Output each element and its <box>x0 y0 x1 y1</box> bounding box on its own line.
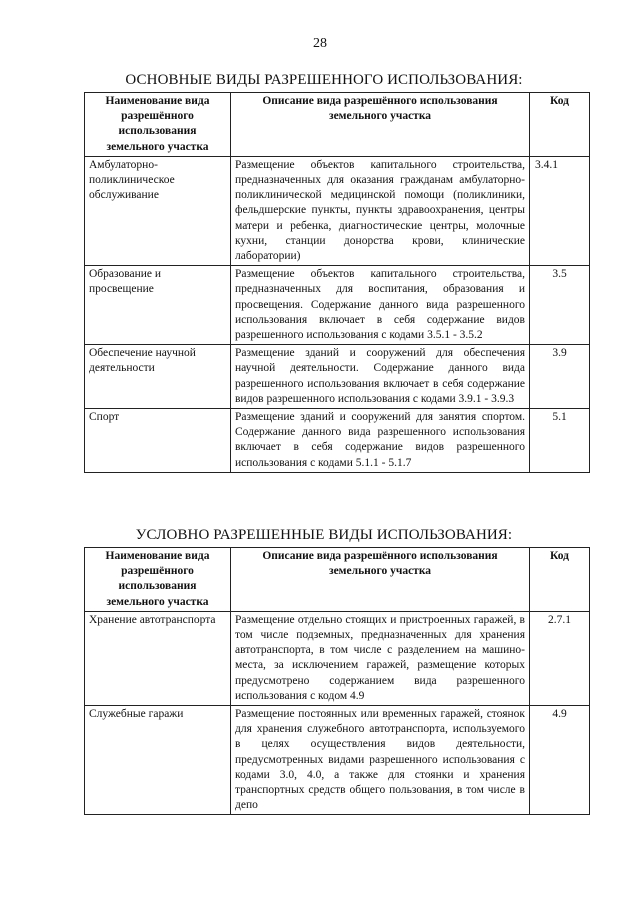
table-row <box>85 266 590 345</box>
use-name: Хранение автотранспорта <box>85 611 231 705</box>
use-code: 3.9 <box>530 345 590 409</box>
use-code: 3.5 <box>530 266 590 345</box>
use-description: Размещение постоянных или временных гаражей, стоянок для хранения служебного автотранспорта, используемого в целях осуществления видов деятельности, предусмотренных видами разрешенного использования с кодами 3.0, 4.0, а также для стоянки и хранения транспортных средств общего пользования, в том числе в депо <box>231 706 530 815</box>
table-header-row <box>85 548 590 612</box>
table-row <box>85 345 590 409</box>
header-code: Код <box>530 93 590 157</box>
section-title-conditional-uses: УСЛОВНО РАЗРЕШЕННЫЕ ВИДЫ ИСПОЛЬЗОВАНИЯ: <box>135 527 513 543</box>
section-title-main-uses: ОСНОВНЫЕ ВИДЫ РАЗРЕШЕННОГО ИСПОЛЬЗОВАНИЯ: <box>125 72 523 88</box>
table-row <box>85 409 590 473</box>
use-name: Служебные гаражи <box>85 706 231 815</box>
conditional-uses-table <box>84 547 590 815</box>
use-description: Размещение отдельно стоящих и пристроенных гаражей, в том числе подземных, предназначенных для хранения автотранспорта, в том числе с разделением на машино-места, за исключением гаражей, размещение которых предусмотрено содержанием вида разрешенного использования с кодом 4.9 <box>231 611 530 705</box>
use-name: Амбулаторно-поликлиническое обслуживание <box>85 156 231 265</box>
table-header-row <box>85 93 590 157</box>
page-number: 28 <box>313 36 327 51</box>
table-row <box>85 156 590 265</box>
table-row <box>85 706 590 815</box>
use-description: Размещение объектов капитального строительства, предназначенных для оказания гражданам амбулаторно-поликлинической медицинской помощи (поликлиники, фельдшерские пункты, пункты здравоохранения, центры матери и ребенка, диагностические центры, молочные кухни, станции донорства крови, клинические лаборатории) <box>231 156 530 265</box>
use-description: Размещение зданий и сооружений для обеспечения научной деятельности. Содержание данного вида разрешенного использования включает в себя содержание видов разрешенного использования с кодами 3.9.1 - 3.9.3 <box>231 345 530 409</box>
use-description: Размещение зданий и сооружений для занятия спортом. Содержание данного вида разрешенного использования включает в себя содержание видов разрешенного использования с кодами 5.1.1 - 5.1.7 <box>231 409 530 473</box>
header-description: Описание вида разрешённого использования земельного участка <box>231 93 530 157</box>
table-row <box>85 611 590 705</box>
use-description: Размещение объектов капитального строительства, предназначенных для воспитания, образования и просвещения. Содержание данного вида разрешенного использования включает в себя содержание видов разрешенного использования с кодами 3.5.1 - 3.5.2 <box>231 266 530 345</box>
use-code: 4.9 <box>530 706 590 815</box>
use-name: Образование и просвещение <box>85 266 231 345</box>
header-name: Наименование вида разрешённого использования земельного участка <box>85 548 231 612</box>
header-description: Описание вида разрешённого использования земельного участка <box>231 548 530 612</box>
header-code: Код <box>530 548 590 612</box>
main-uses-table <box>84 92 590 473</box>
header-name: Наименование вида разрешённого использования земельного участка <box>85 93 231 157</box>
use-code: 3.4.1 <box>530 156 590 265</box>
use-code: 2.7.1 <box>530 611 590 705</box>
use-name: Обеспечение научной деятельности <box>85 345 231 409</box>
use-name: Спорт <box>85 409 231 473</box>
use-code: 5.1 <box>530 409 590 473</box>
